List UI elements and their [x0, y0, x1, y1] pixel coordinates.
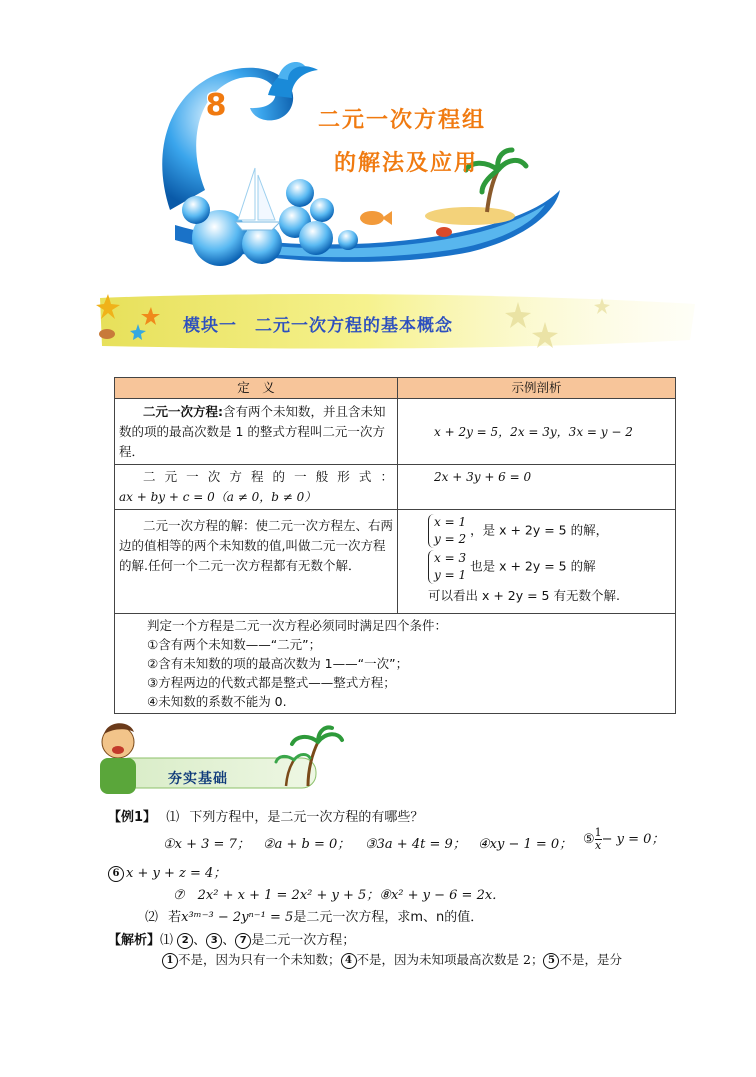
equation-system: x = 1 y = 2	[428, 514, 466, 548]
conditions-cell	[115, 614, 676, 714]
equation-item: ⑦ 2x² + x + 1 = 2x² + y + 5；⑧x² + y − 6 = 2x．	[173, 888, 506, 903]
equation-item: ③3a + 4t = 9；	[365, 837, 466, 852]
table-row	[115, 614, 676, 714]
definition-cell	[115, 465, 398, 510]
equation-list-row	[163, 826, 665, 852]
table-row	[115, 510, 676, 614]
section-label: 夯实基础	[168, 771, 228, 787]
equation-item: ④xy − 1 = 0；	[478, 837, 573, 852]
chapter-header-art	[0, 0, 756, 280]
definition-table	[114, 377, 676, 714]
chapter-number: 8	[205, 88, 227, 123]
part-number: ⑴	[166, 810, 180, 825]
example-cell	[398, 399, 676, 465]
analysis-line: 【解析】⑴ 2 、 3 、 7 是二元一次方程；	[108, 933, 356, 948]
equation-item: 6 x + y + z = 4；	[108, 862, 226, 882]
module-title: 模块一 二元一次方程的基本概念	[183, 316, 453, 336]
question-text: 下列方程中，是二元一次方程的有哪些？	[189, 810, 424, 825]
example-text: 也是 x + 2y = 5 的解	[470, 558, 596, 574]
condition-item: ④未知数的系数不能为 0.	[147, 694, 287, 709]
term: 二元一次方程:	[143, 403, 223, 419]
table-row	[115, 399, 676, 465]
palm-tree-icon	[292, 728, 342, 744]
condition-item: ③方程两边的代数式都是整式——整式方程；	[147, 675, 396, 690]
definition-text: 二 元 一 次 方 程 的 一 般 形 式 ：	[143, 469, 393, 484]
equation-system: x = 3 y = 1	[428, 550, 466, 584]
chapter-title-line2: 的解法及应用	[334, 151, 479, 176]
example-equations: x + 2y = 5，2x = 3y，3x = y − 2	[434, 424, 633, 439]
table-header-example: 示例剖析	[398, 378, 676, 399]
definition-cell	[115, 399, 398, 465]
equation-item: ①x + 3 = 7；	[163, 837, 250, 852]
example-text: ，是 x + 2y = 5 的解，	[470, 522, 609, 538]
equation: x³ᵐ⁻³ − 2yⁿ⁻¹ = 5	[181, 910, 294, 925]
example-conclusion: 可以看出 x + 2y = 5 有无数个解.	[428, 588, 620, 603]
example-tag: 【例1】	[108, 810, 157, 825]
definition-text: 含有两个未知数，并且含未知数的项的最高次数是 1 的整式方程叫二元一次方程．	[119, 403, 386, 459]
table-row	[115, 465, 676, 510]
example-heading	[108, 806, 423, 825]
analysis-line: 1 不是，因为只有一个未知数； 4 不是，因为未知项最高次数是 2； 5 不是，是分	[162, 950, 622, 969]
chapter-title-line1: 二元一次方程组	[318, 108, 487, 133]
conditions-intro: 判定一个方程是二元一次方程必须同时满足四个条件：	[147, 618, 448, 633]
equation-item: ⑤ $\frac{1}{x}$ − y = 0；	[583, 826, 665, 852]
condition-item: ②含有未知数的项的最高次数为 1——“一次”；	[147, 656, 409, 671]
example-cell	[398, 465, 676, 510]
definition-cell	[115, 510, 398, 614]
table-header-definition: 定 义	[115, 378, 398, 399]
definition-text: 二元一次方程的解：使二元一次方程左、右两边的值相等的两个未知数的值,叫做二元一次方程的解.任何一个二元一次方程都有无数个解．	[119, 518, 394, 573]
analysis-tag: 【解析】	[108, 933, 161, 948]
general-form-formula: ax + by + c = 0（a ≠ 0，b ≠ 0）	[119, 490, 317, 504]
equation-item: ②a + b = 0；	[263, 837, 351, 852]
crab-icon	[99, 329, 115, 339]
example-cell	[398, 510, 676, 614]
example-equation: 2x + 3y + 6 = 0	[434, 470, 532, 484]
basics-sticker	[86, 720, 346, 800]
condition-item: ①含有两个未知数——“二元”；	[147, 637, 322, 652]
question-part-2: ⑵ 若x³ᵐ⁻³ − 2yⁿ⁻¹ = 5是二元一次方程，求m、n的值．	[145, 910, 484, 925]
